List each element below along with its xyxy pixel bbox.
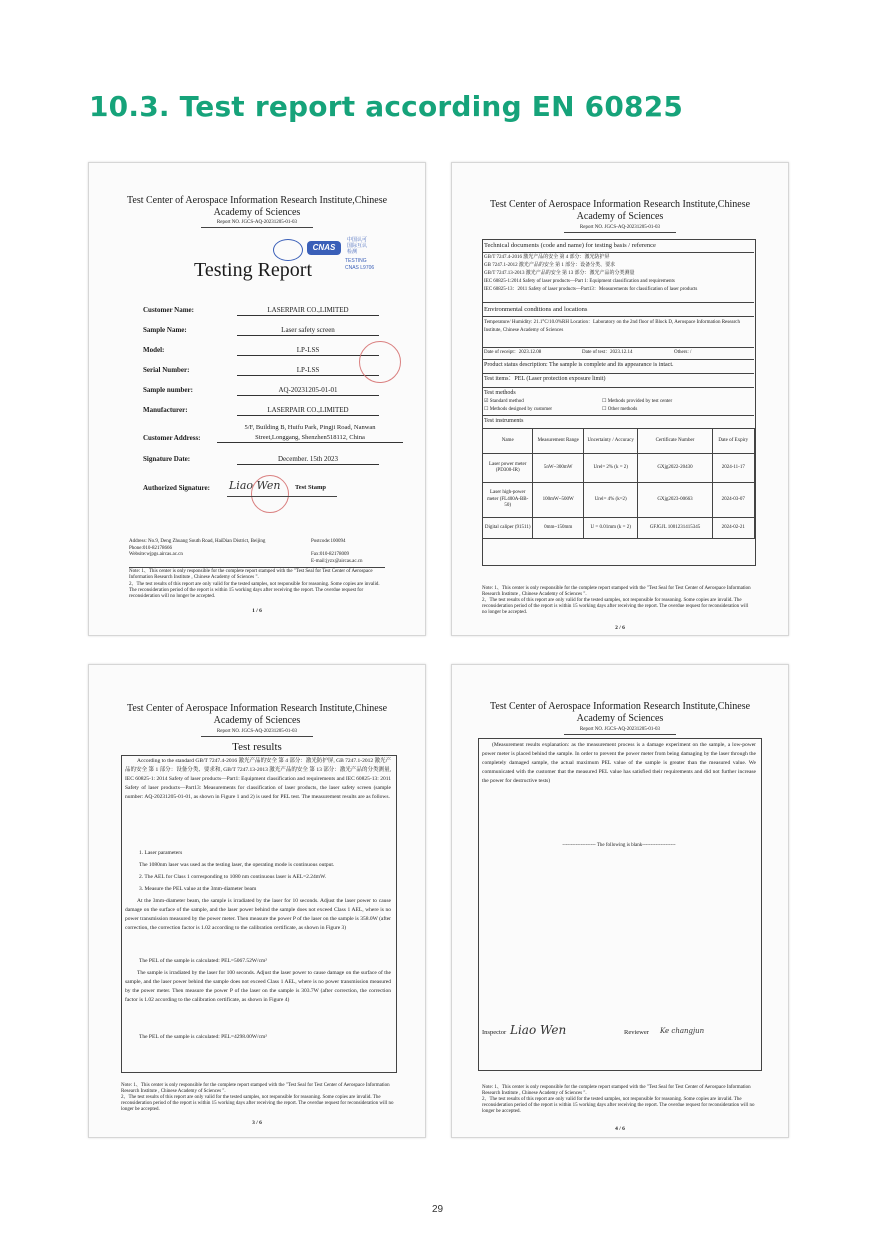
org-line1: Test Center of Aerospace Information Research Institute,Chinese [126, 703, 388, 714]
table-cell: 2024-03-07 [712, 483, 754, 518]
results-item: 2. The AEL for Class 1 corresponding to 1080 nm continuous laser is AEL=2.24mW. [139, 874, 327, 880]
instruments-table [482, 428, 755, 539]
page-indicator: 2 / 6 [615, 625, 625, 631]
blank-notice: -------------------- The following is blank-------------------- [562, 843, 676, 848]
status-description: Product status description: The sample is complete and its appearance is intact. [484, 362, 674, 368]
org-line1: Test Center of Aerospace Information Research Institute,Chinese [489, 199, 751, 210]
table-header: Date of Expiry [712, 429, 754, 454]
method-customer: ☐ Methods designed by customer [484, 407, 553, 412]
table-cell: 5nW~300mW [533, 454, 584, 483]
tech-line: IEC 60825-13：2011 Safety of laser products—Part13：Measurements for classification of laser products [484, 287, 698, 292]
section-heading: 10.3. Test report according EN 60825 [89, 90, 684, 123]
cnas-logo: CNAS [307, 241, 341, 255]
table-cell: Digital caliper (91511) [483, 518, 533, 539]
table-row [483, 454, 755, 483]
org-line2: Academy of Sciences [576, 211, 664, 222]
field-label: Customer Name: [143, 306, 194, 314]
page-indicator: 3 / 6 [252, 1120, 262, 1126]
field-label: Sample number: [143, 386, 193, 394]
test-stamp-label: Test Stamp [295, 484, 327, 491]
results-text: The 1080nm laser was used as the testing laser, the operating mode is continuous output. [139, 862, 335, 868]
field-label: Serial Number: [143, 366, 190, 374]
table-cell: 2024-11-17 [712, 454, 754, 483]
note-1: Note: 1、This center is only responsible for the complete report stamped with the "Test Seal for Test Center of Aerospace Information Research Institute , Chinese Academy of Sciences ". [129, 569, 373, 580]
report-number: Report NO. JGCS-AQ-20231205-01-03 [579, 225, 661, 230]
others: Others: / [674, 350, 692, 355]
note-2: 2、The test results of this report are only valid for the tested samples, not responsible for reasoning. Some copies are invalid. The reconsideration period of the report is within 15 working days after receiving the report. The overdue request for reconsideration will no longer be accepted. [129, 582, 380, 599]
measurement-explanation: (Measurement results explanation: as the measurement process is a damage experiment on the sample, a low-power power meter is placed behind the sample. In order to prevent the power meter from being damaging by the laser through the completely damaged sample, the actual maximum PEL value of the sample is greater than the measured value. We communicated with the customer that the measured PEL value has satisfied their requirements and did not further increase the power for destructive tests) [482, 742, 756, 785]
field-value: LP-LSS [237, 346, 379, 356]
table-cell: 100mW~500W [533, 483, 584, 518]
report-page-4 [451, 664, 789, 1138]
org-line2: Academy of Sciences [213, 715, 301, 726]
table-cell: GXjg2023-00663 [638, 483, 712, 518]
page-indicator: 1 / 6 [252, 608, 262, 614]
env-title: Environmental conditions and locations [484, 306, 588, 313]
org-line1: Test Center of Aerospace Information Research Institute,Chinese [489, 701, 751, 712]
results-item: 3. Measure the PEL value at the 3mm-diameter beam [139, 886, 257, 892]
address-line1: 5/F, Building B, Huifu Park, Pingji Road, Nanwan [244, 424, 376, 431]
note-2: 2、The test results of this report are only valid for the tested samples, not responsible for reasoning. Some copies are invalid. The reconsideration period of the report is within 15 working days after receiving the report. The overdue request for reconsideration will no longer be accepted. [482, 1097, 755, 1114]
cert-cn: 中国认可 国际互认 检测 [347, 237, 368, 255]
results-intro: According to the standard GB/T 7247.4-2016 激光产品的安全 第 4 部分：激光防护屏, GB 7247.1-2012 激光产品的安全 第 1 部分：设备分类、要求和, GB/T 7247.13-2013 激光产品的安全 第 13 部分：激光产品的分类测量, IEC 60825-1: 2014 Safety of laser products—Part1: Equipment classification and requirements and IEC 60825-13: 2011 Safety of laser products—Part13: Measurements for classification of laser products, the laser safety screen (sample number: AQ-20231205-01-01, as shown in Figure 1 and 2) is used for PEL test. The measurement results are as follows. [125, 758, 391, 801]
table-cell: U = 0.01mm (k = 2) [584, 518, 638, 539]
table-header: Measurement Range [533, 429, 584, 454]
pel-result: The PEL of the sample is calculated: PEL=5067.52W/cm² [139, 958, 267, 964]
method-standard: ☑ Standard method [484, 399, 524, 404]
report-number: Report NO. JGCS-AQ-20231205-01-03 [579, 727, 661, 732]
handwritten-signature: Liao Wen [229, 479, 281, 492]
report-number: Report NO. JGCS-AQ-20231205-01-03 [216, 729, 298, 734]
red-seal [359, 341, 401, 383]
address-block: Address: No.9, Deng Zhuang South Road, HaiDian District, Beijing Phone:010-82178666 Website:wjpgs.aircas.ac.cn [129, 539, 266, 557]
cert-en: TESTING [345, 258, 367, 264]
results-frame [478, 738, 762, 1071]
note-2: 2、The test results of this report are only valid for the tested samples, not responsible for reasoning. Some copies are invalid. The reconsideration period of the report is within 15 working days after receiving the report. The overdue request for reconsideration will no longer be accepted. [482, 598, 749, 615]
table-cell: 2024-02-21 [712, 518, 754, 539]
page-number: 29 [431, 1204, 444, 1215]
address-label: Customer Address: [143, 434, 201, 442]
table-cell: GFJGJL 1001231415345 [638, 518, 712, 539]
results-text: The sample is irradiated by the laser for 100 seconds. Adjust the laser power to cause damage on the surface of the sample, and the laser power behind the sample does not exceed Class 1 AEL, where is no power transmission measured by the power meter. Then measure the power P of the laser on the sample is 303.7W (after correction, the correction factor is 1.02 according to the calibration certificate, as shown in Figure 4) [125, 970, 391, 1004]
test-items: Test items：PEL (Laser protection exposure limit) [484, 376, 606, 382]
field-value: LASERPAIR CO.,LIMITED [237, 406, 379, 416]
reviewer-signature: Ke changjun [660, 1027, 705, 1035]
page-indicator: 4 / 6 [615, 1126, 625, 1132]
org-line2: Academy of Sciences [213, 207, 301, 218]
report-page-1 [88, 162, 426, 636]
inspector-signature: Liao Wen [510, 1023, 567, 1037]
table-cell: Urel= 2% (k = 2) [584, 454, 638, 483]
fax-email: Fax:010-82178009 E-mail:jyzx@aircas.ac.cn [311, 552, 363, 564]
report-page-2 [451, 162, 789, 636]
methods-title: Test methods [484, 390, 516, 396]
table-cell: GXjg2022-20430 [638, 454, 712, 483]
table-row [483, 483, 755, 518]
table-cell: 0mm~150mm [533, 518, 584, 539]
note-1: Note: 1、This center is only responsible for the complete report stamped with the "Test Seal for Test Center of Aerospace Information Research Institute , Chinese Academy of Sciences ". [482, 586, 751, 597]
table-header-row [483, 429, 755, 454]
table-header: Certificate Number [638, 429, 712, 454]
field-label: Sample Name: [143, 326, 187, 334]
report-page-3 [88, 664, 426, 1138]
report-number: Report NO. JGCS-AQ-20231205-01-03 [216, 220, 298, 225]
test-seal [251, 475, 289, 513]
results-text: At the 3mm-diameter beam, the sample is irradiated by the laser for 10 seconds. Adjust the laser power to cause damage on the surface of the sample, and the laser power behind the sample does not exceed Class 1 AEL, where is no power transmission measured by the power meter. Then measure the power P of the laser on the sample is 358.0W (after correction, the correction factor is 1.02 according to the calibration certificate, as shown in Figure 3) [125, 898, 391, 932]
org-line2: Academy of Sciences [576, 713, 664, 724]
pel-result: The PEL of the sample is calculated: PEL=4298.00W/cm² [139, 1034, 267, 1040]
field-label: Model: [143, 346, 165, 354]
tech-line: IEC 60825-1:2014 Safety of laser products—Part 1: Equipment classification and requirements [484, 279, 675, 284]
tech-line: GB/T 7247.4-2016 激光产品的安全 第 4 部分：激光防护屏 [484, 255, 610, 260]
field-value: Laser safety screen [237, 326, 379, 336]
field-value: AQ-20231205-01-01 [237, 386, 379, 396]
note-1: Note: 1、This center is only responsible for the complete report stamped with the "Test Seal for Test Center of Aerospace Information Research Institute , Chinese Academy of Sciences ". [121, 1083, 390, 1094]
method-test-center: ☐ Methods provided by test center [602, 399, 673, 404]
test-results-title: Test results [232, 741, 282, 753]
table-cell: Laser power meter (PD300-IR) [483, 454, 533, 483]
signature-date-label: Signature Date: [143, 455, 191, 463]
table-row [483, 518, 755, 539]
results-item: 1. Laser parameters [139, 850, 183, 856]
table-cell: Urel= 4% (k=2) [584, 483, 638, 518]
note-1: Note: 1、This center is only responsible for the complete report stamped with the "Test Seal for Test Center of Aerospace Information Research Institute , Chinese Academy of Sciences ". [482, 1085, 751, 1096]
field-label: Manufacturer: [143, 406, 188, 414]
table-header: Uncertainty / Accuracy [584, 429, 638, 454]
testing-report-title: Testing Report [194, 259, 313, 281]
field-value: LP-LSS [237, 366, 379, 376]
reviewer-label: Reviewer [624, 1029, 649, 1036]
address-line2: Street,Longgang, Shenzhen518112, China [217, 434, 403, 443]
cert-no: CNAS L9706 [345, 265, 375, 271]
receipt-date: Date of receipt：2023.12.08 [484, 350, 542, 355]
inspector-label: Inspector [482, 1029, 507, 1036]
signature-date-value: December. 15th 2023 [237, 455, 379, 465]
test-date: Date of test：2023.12.14 [582, 350, 633, 355]
note-2: 2、The test results of this report are only valid for the tested samples, not responsible for reasoning. Some copies are invalid. The reconsideration period of the report is within 15 working days after receiving the report. The overdue request for reconsideration will no longer be accepted. [121, 1095, 394, 1112]
postcode: Postcode:100094 [311, 539, 346, 544]
env-line: Temperature/ Humidity: 21.1°C/10.0%RH Location：Laboratory on the 2nd floor of Block D, Aerospace Information Research Institute, Chinese Academy of Sciences [484, 320, 741, 333]
tech-title: Technical documents (code and name) for testing basis / reference [484, 242, 656, 249]
org-line1: Test Center of Aerospace Information Research Institute,Chinese [126, 195, 388, 206]
tech-line: GB 7247.1-2012 激光产品的安全 第 1 部分：设备分类、要求 [484, 263, 616, 268]
table-cell: Laser high-power meter (FL400A-BB-50) [483, 483, 533, 518]
field-value: LASERPAIR CO.,LIMITED [237, 306, 379, 316]
method-other: ☐ Other methods [602, 407, 638, 412]
tech-line: GB/T 7247.13-2013 激光产品的安全 第 13 部分：激光产品的分类测量 [484, 271, 635, 276]
instruments-title: Test instruments [484, 418, 524, 424]
authorized-signature-label: Authorized Signature: [143, 484, 210, 492]
table-header: Name [483, 429, 533, 454]
